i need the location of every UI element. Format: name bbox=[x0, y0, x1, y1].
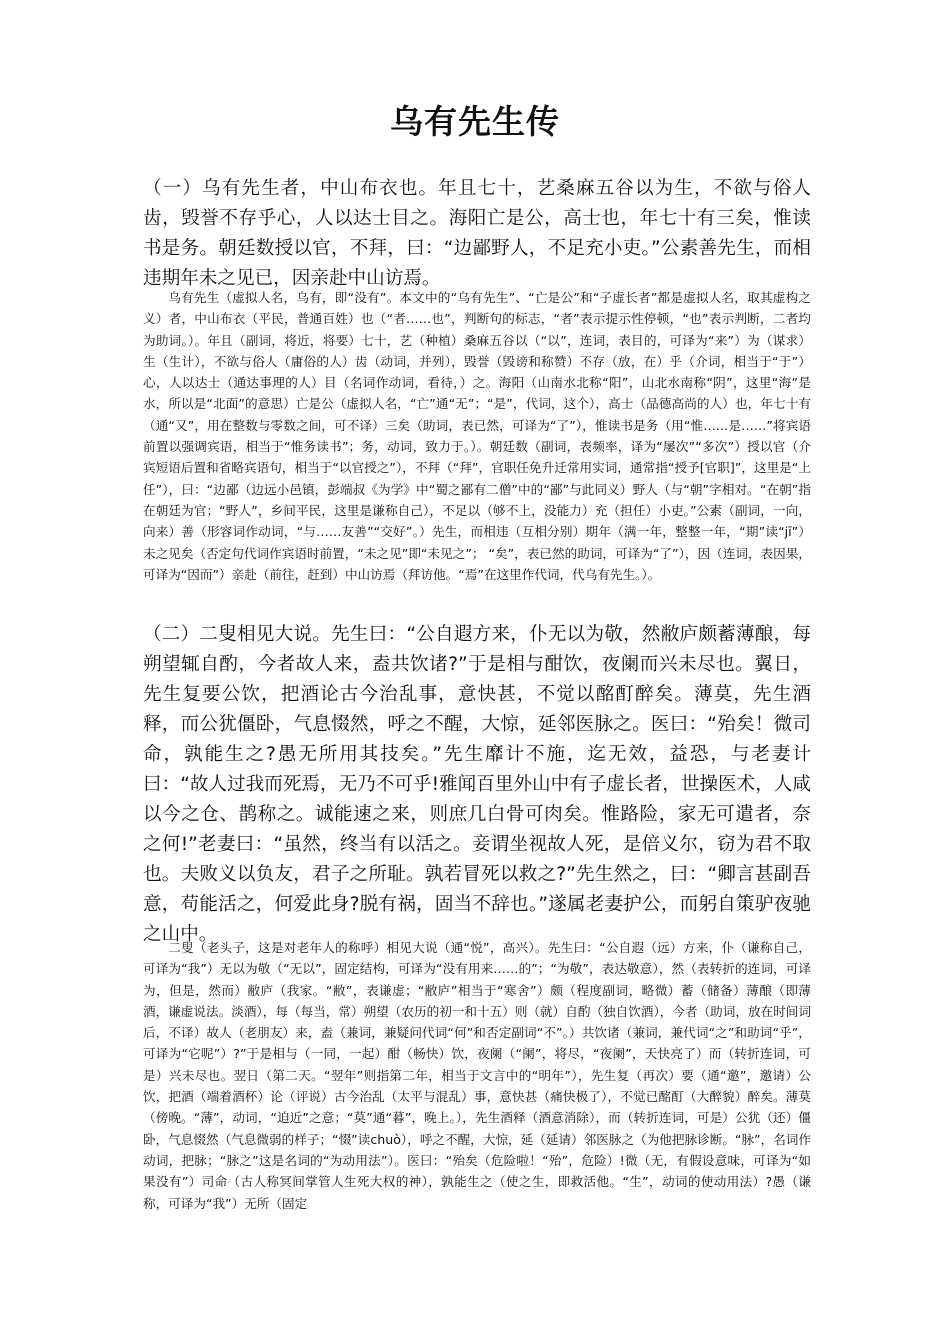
section-1-annotation: 乌有先生（虚拟人名，乌有，即“没有”。本文中的“乌有先生”、“亡是公”和“子虚长者”都是虚拟人名，取其虚构之义）者，中山布衣（平民，普通百姓）也（“者……也”，判断句的标志，“者”表示提示性停顿，“也”表示判断，二者均为助词。）。年且（副词，将近，将要）七十，艺（种植）桑麻五谷以（“以”，连词，表目的，可译为“来”）为（谋求）生（生计），不欲与俗人（庸俗的人）齿（动词，并列），毁誉（毁谤和称赞）不存（放，在）乎（介词，相当于“于”）心，人以达士（通达事理的人）目（名词作动词，看待，）之。海阳（山南水北称“阳”，山北水南称“阴”，这里“海”是水，所以是“北面”的意思）亡是公（虚拟人名，“亡”通“无”；“是”，代词，这个），高士（品德高尚的人）也，年七十有（通“又”，用在整数与零数之间，可不译）三矣（助词，表已然，可译为“了”），惟读书是务（用“惟……是……”将宾语前置以强调宾语，相当于“惟务读书”；务，动词，致力于。）。朝廷数（副词，表频率，译为“屡次”“多次”）授以官（介宾短语后置和省略宾语句，相当于“以官授之”），不拜（“拜”，官职任免升迁常用实词，通常指“授予[官职]”，这里是“上任”），曰：“边鄙（边远小邑镇，彭端叔《为学》中“蜀之鄙有二僧”中的“鄙”与此同义）野人（与“朝”字相对。“在朝”指在朝廷为官；“野人”，乡间平民，这里是谦称自己），不足以（够不上，没能力）充（担任）小吏。”公素（副词，一向，向来）善（形容词作动词，“与……友善”“交好”。）先生，而相违（互相分别）期年（满一年，整整一年，“期”读“jī”）未之见矣（否定句代词作宾语时前置，“未之见”即“未见之”； “矣”，表已然的助词，可译为“了”），因（连词，表因果，可译为“因而”）亲赴（前往，赶到）中山访焉（拜访他。“焉”在这里作代词，代乌有先生。）。 bbox=[143, 290, 811, 582]
section-1-text: （一）乌有先生者，中山布衣也。年且七十，艺桑麻五谷以为生，不欲与俗人齿，毁誉不存乎心，人以达士目之。海阳亡是公，高士也，年七十有三矣，惟读书是务。朝廷数授以官，不拜，曰：“边鄙野人，不足充小吏。”公素善先生，而相违期年未之见已，因亲赴中山访焉。 bbox=[143, 178, 811, 289]
document-title: 乌有先生传 bbox=[390, 102, 560, 141]
section-2-text: （二）二叟相见大说。先生曰：“公自遐方来，仆无以为敬，然敝庐颇蓄薄酿，每朔望辄自酌，今者故人来，盍共饮诸?”于是相与酣饮，夜阑而兴未尽也。翼日，先生复要公饮，把酒论古今治乱事，意快甚，不觉以酩酊醉矣。薄莫，先生酒释，而公犹僵卧，气息惙然，呼之不醒，大惊，延邻医脉之。医曰：“殆矣！微司命，孰能生之?愚无所用其技矣。”先生靡计不施，迄无效，益恐，与老妻计曰：“故人过我而死焉，无乃不可乎!雅闻百里外山中有子虚长者，世操医术，人咸以今之仓、鹊称之。诚能速之来，则庶几白骨可肉矣。惟路险，家无可遣者，奈之何!”老妻曰：“虽然，终当有以活之。妾谓坐视故人死，是倍义尔，窃为君不取也。夫败义以负友，君子之所耻。孰若冒死以救之?”先生然之，曰：“卿言甚副吾意，苟能活之，何爱此身?脱有祸，固当不辞也。”遂属老妻护公，而躬自策驴夜驰之山中。 bbox=[143, 624, 811, 945]
section-2-annotation: 二叟（老头子，这是对老年人的称呼）相见大说（通“悦”，高兴）。先生曰：“公自遐（远）方来，仆（谦称自己，可译为“我”）无以为敬（“无以”，固定结构，可译为“没有用来……的”；“为敬”，表达敬意），然（表转折的连词，可译为，但是，然而）敝庐（我家。“敝”，表谦虚；“敝庐”相当于“寒舍”）颇（程度副词，略微）蓄（储备）薄酿（即薄酒，谦虚说法。淡酒），每（每当，常）朔望（农历的初一和十五）则（就）自酌（独自饮酒），今者（助词，放在时间词后，不译）故人（老朋友）来，盍（兼词，兼疑问代词“何”和否定副词“不”。）共饮诸（兼词，兼代词“之”和助词“乎”，可译为“它呢”）?”于是相与（一同，一起）酣（畅快）饮，夜阑（“阑”，将尽，“夜阑”，天快亮了）而（转折连词，可是）兴未尽也。翌日（第二天。“翌年”则指第二年，相当于文言中的“明年”），先生复（再次）要（通“邀”，邀请）公饮，把酒（端着酒杯）论（评说）古今治乱（太平与混乱）事，意快甚（痛快极了），不觉已酩酊（大醉貌）醉矣。薄莫（傍晚。“薄”，动词，“迫近”之意；“莫”通“暮”，晚上。），先生酒释（酒意消除），而（转折连词，可是）公犹（还）僵卧，气息惙然（气息微弱的样子；“惙”读chuò），呼之不醒，大惊，延（延请）邻医脉之（为他把脉诊断。“脉”，名词作动词，把脉；“脉之”这是名词的“为动用法”）。医曰：“殆矣（危险啦！“殆”，危险）!微（无，有假设意味，可译为“如果没有”）司命（古人称冥间掌管人生死大权的神），孰能生之（使之生，即救活他。“生”，动词的使动用法）?愚（谦称，可译为“我”）无所（固定 bbox=[143, 940, 811, 1211]
